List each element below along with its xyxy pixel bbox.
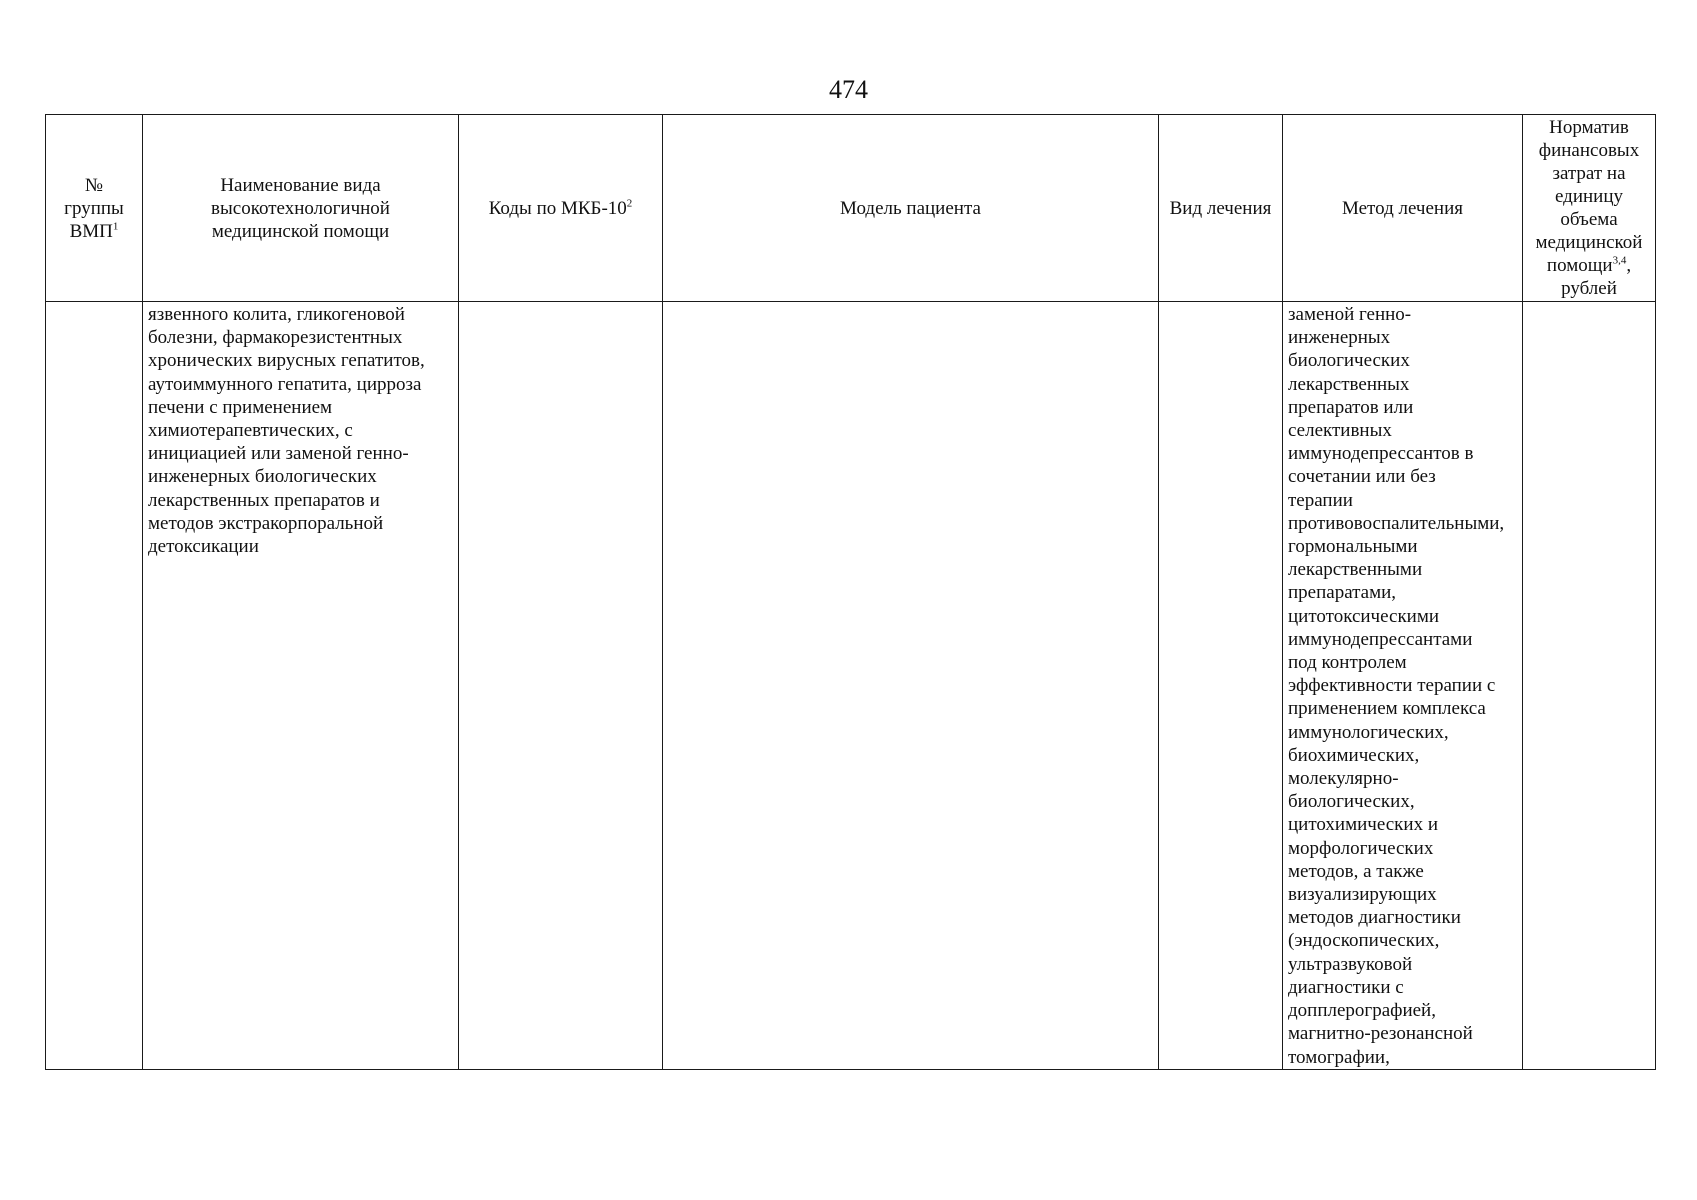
header-treatment-type: [1159, 115, 1283, 302]
cell-patient-model: [663, 302, 1159, 1070]
group-number-text: [46, 302, 142, 303]
header-cost-norm-text: Норматив финансовых затрат на единицу объема медицинской помощи: [1535, 117, 1643, 276]
header-treatment-method: [1283, 115, 1523, 302]
header-group-number-text: № группы ВМП: [64, 174, 124, 242]
cell-icd-codes: [459, 302, 663, 1070]
icd-codes-text: [459, 302, 662, 303]
header-treatment-type-text: Вид лечения: [1169, 197, 1272, 219]
treatment-method-text: заменой генно- инженерных биологических лекарственных препаратов или селективных иммунодепрессантов в сочетании или без терапии противовоспалительными, гормональными лекарственными препаратами, цитотоксическими иммунодепрессантами под контролем эффективности терапии с применением комплекса иммунологических, биохимических, молекулярно- биологических, цитохимических и морфологических методов, а также визуализирующих методов диагностики (эндоскопических, ультразвуковой диагностики с допплерографией, магнитно-резонансной томографии,: [1288, 304, 1505, 1068]
treatment-type-text: [1159, 302, 1282, 303]
table-header-row: [46, 115, 1656, 302]
cell-treatment-method: [1283, 302, 1523, 1070]
cell-cost-norm: [1523, 302, 1656, 1070]
header-cost-norm-unit: , рублей: [1561, 255, 1632, 299]
cell-care-type: [143, 302, 459, 1070]
header-care-type-text: Наименование вида высокотехнологичной медицинской помощи: [211, 174, 390, 242]
patient-model-text: [663, 302, 1158, 303]
header-patient-model-text: Модель пациента: [840, 197, 981, 219]
cost-norm-text: [1523, 302, 1655, 303]
footnote-marker: 3,4: [1612, 254, 1627, 267]
footnote-marker: 2: [626, 197, 633, 210]
care-type-text: язвенного колита, гликогеновой болезни, фармакорезистентных хронических вирусных гепатитов, аутоиммунного гепатита, цирроза печени с применением химиотерапевтических, с инициацией или заменой генно- инженерных биологических лекарственных препаратов и методов экстракорпоральной детоксикации: [148, 304, 425, 558]
cell-treatment-type: [1159, 302, 1283, 1070]
header-care-type: [143, 115, 459, 302]
footnote-marker: 1: [112, 220, 119, 233]
vmp-table: [45, 114, 1656, 1070]
header-icd-codes-text: Коды по МКБ-10: [488, 197, 627, 219]
cell-group-number: [46, 302, 143, 1070]
header-icd-codes: [459, 115, 663, 302]
header-cost-norm: [1523, 115, 1656, 302]
header-patient-model: [663, 115, 1159, 302]
header-treatment-method-text: Метод лечения: [1341, 197, 1463, 219]
page-number: 474: [829, 75, 868, 104]
header-group-number: [46, 115, 143, 302]
table-row: [46, 302, 1656, 1070]
